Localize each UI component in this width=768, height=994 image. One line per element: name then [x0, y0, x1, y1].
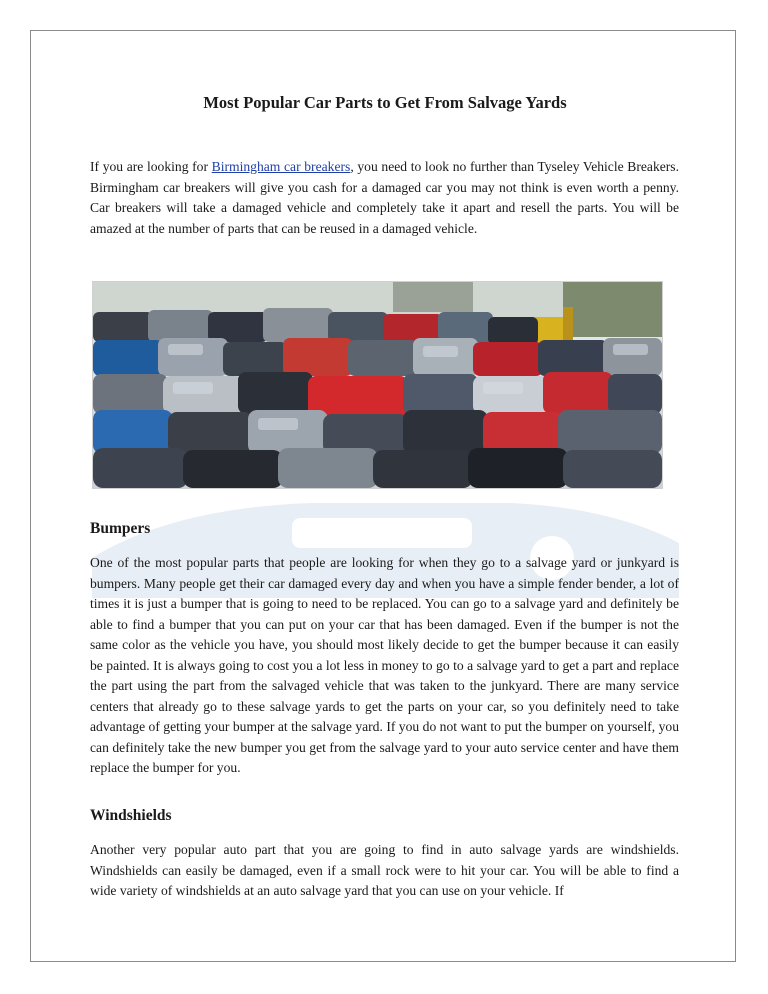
intro-paragraph: [90, 157, 679, 239]
section-body-windshields: Another very popular auto part that you are going to find in auto salvage yards are windshields. Windshields can easily be damaged, even if a small rock were to hit your car. You will be able to find a wide variety of windshields at an auto salvage yard that you can use on your vehicle. If: [90, 842, 679, 898]
salvage-yard-photo: [92, 281, 663, 489]
section-heading-windshields: Windshields: [90, 807, 172, 824]
section-body-bumpers: One of the most popular parts that people are looking for when they go to a salvage yard or junkyard is bumpers. Many people get their car damaged every day and when you have a simple fender bender, a lot of times it is just a bumper that is going to need to be replaced. You can go to a salvage yard and definitely be able to find a bumper that you can put on your car that has been damaged. Even if the bumper is not the same color as the vehicle you have, you should most likely decide to get the bumper because it can easily be painted. It is always going to cost you a lot less in money to go to a salvage yard to get a part and replace the part using the part from the salvaged vehicle that was taken to the junkyard. There are many service centers that already go to these salvage yards to get the parts on your car, so you definitely need to take advantage of getting your bumper at the salvage yard. If you do not want to put the bumper on yourself, you can definitely take the new bumper you get from the salvage yard to your auto service center and have them replace the bumper for you.: [90, 555, 679, 775]
intro-text-after-link: , you need to look no further than Tyseley Vehicle Breakers. Birmingham car breakers will give you cash for a damaged car you may not think is even worth a penny. Car breakers will take a damaged vehicle and completely take it apart and resell the parts. You will be amazed at the number of parts that can be reused in a damaged vehicle.: [90, 159, 680, 236]
section-heading-bumpers: Bumpers: [90, 520, 151, 537]
intro-text-before-link: If you are looking for: [90, 159, 212, 174]
document-title: Most Popular Car Parts to Get From Salvage Yards: [203, 93, 567, 112]
birmingham-car-breakers-link[interactable]: Birmingham car breakers: [211, 159, 351, 174]
